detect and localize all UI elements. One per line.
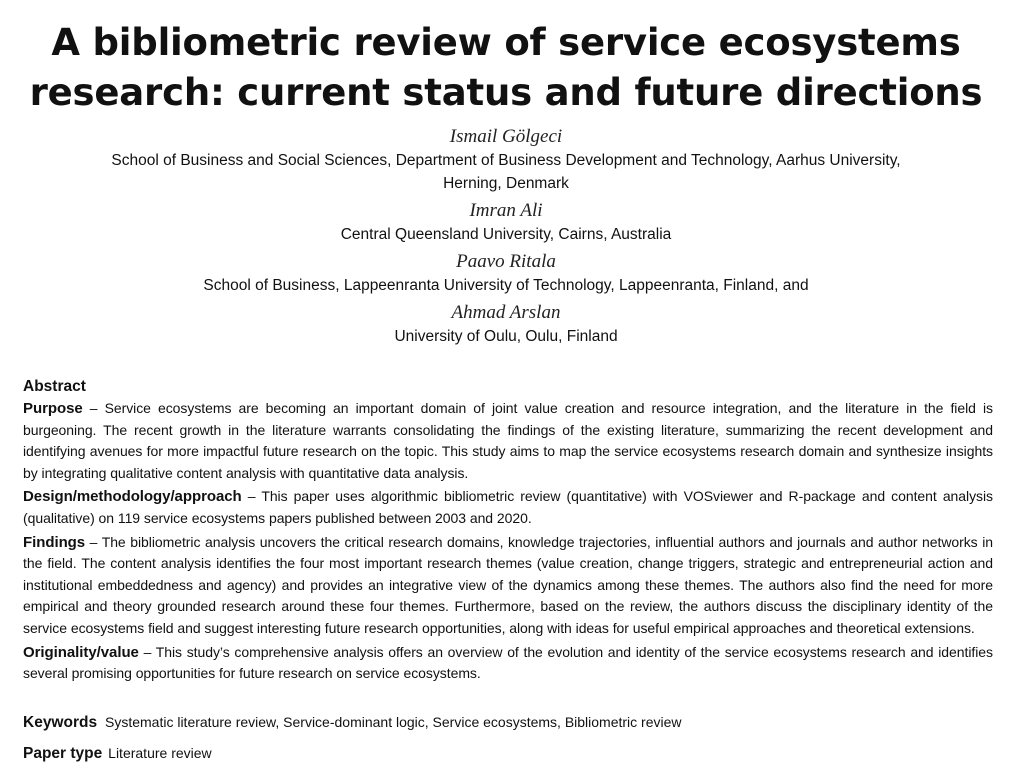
section-text: – The bibliometric analysis uncovers the critical research domains, knowledge trajectories, influential authors and journals and author networks in the field. The content analysis identifies the four most important research themes (value creation, change triggers, strategic and entrepreneurial action and institutional embeddedness and agency) and provides an integrative view of the dynamics among these themes. The authors also find the need for more empirical and theory grounded research around these four themes. Furthermore, based on the review, the authors discuss the disciplinary identity of the service ecosystems field and suggest interesting future research opportunities, along with ideas for useful empirical approaches and theoretical extensions. <box>23 533 993 636</box>
section-text: – This study’s comprehensive analysis offers an overview of the evolution and identity of the service ecosystems research and identifies several promising opportunities for future research on service ecosystems. <box>23 643 993 682</box>
abstract-purpose <box>23 398 993 484</box>
affiliation-line: University of Oulu, Oulu, Finland <box>394 328 618 345</box>
abstract-section <box>23 377 993 687</box>
author-list <box>60 124 952 351</box>
abstract-originality <box>23 642 993 685</box>
abstract-heading: Abstract <box>23 378 86 395</box>
affiliation-line: Herning, Denmark <box>443 175 569 192</box>
affiliation-line: School of Business and Social Sciences, Department of Business Development and Technology, Aarhus University, <box>111 152 901 169</box>
paper-title <box>0 18 1012 118</box>
section-label: Findings <box>23 533 86 551</box>
section-text: – This paper uses algorithmic bibliometric review (quantitative) with VOSviewer and R-package and content analysis (qualitative) on 119 service ecosystems papers published between 2003 and 2020. <box>23 488 993 526</box>
author-affiliation <box>60 274 952 297</box>
author-affiliation <box>60 325 952 348</box>
author-name: Ahmad Arslan <box>451 302 561 323</box>
abstract-findings <box>23 532 993 640</box>
abstract-design <box>23 486 993 529</box>
paper-type-text: Literature review <box>108 745 212 761</box>
paper-type-line <box>23 742 993 765</box>
title-line-1: A bibliometric review of service ecosystems <box>51 21 961 64</box>
paper-type-label: Paper type <box>23 745 103 762</box>
title-line-2: research: current status and future directions <box>29 71 983 114</box>
keywords-text: Systematic literature review, Service-dominant logic, Service ecosystems, Bibliometric review <box>104 714 682 730</box>
author-affiliation <box>60 223 952 246</box>
author-affiliation <box>60 149 952 195</box>
author-name: Imran Ali <box>469 200 543 221</box>
section-label: Originality/value <box>23 643 139 661</box>
affiliation-line: School of Business, Lappeenranta University of Technology, Lappeenranta, Finland, and <box>203 277 809 294</box>
keywords-label: Keywords <box>23 714 98 731</box>
section-label: Design/methodology/approach <box>23 488 242 506</box>
author-name: Ismail Gölgeci <box>449 126 563 147</box>
section-text: – Service ecosystems are becoming an important domain of joint value creation and resource integration, and the literature in the field is burgeoning. The recent growth in the literature warrants consolidating the findings of the existing literature, summarizing the recent development and identifying avenues for more impactful future research on the topic. This study aims to map the service ecosystems research domain and synthesize insights by integrating qualitative content analysis with quantitative data analysis. <box>23 400 993 481</box>
affiliation-line: Central Queensland University, Cairns, Australia <box>340 226 672 243</box>
author-name: Paavo Ritala <box>456 251 556 272</box>
keywords-line <box>23 711 993 734</box>
section-label: Purpose <box>23 400 83 417</box>
